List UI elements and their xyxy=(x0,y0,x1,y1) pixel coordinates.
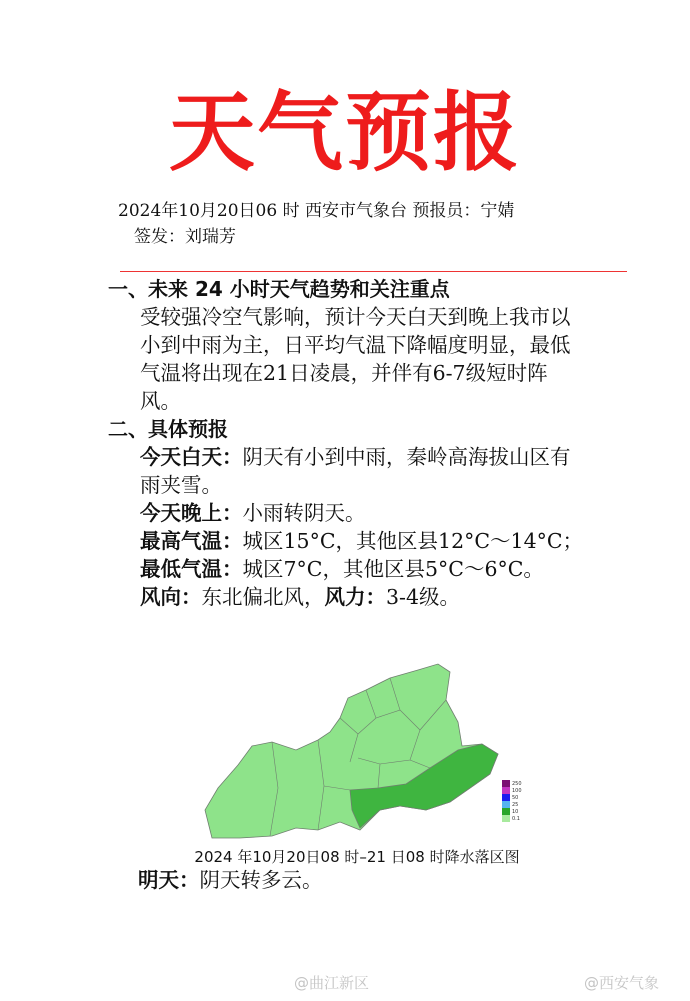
legend-swatch-100 xyxy=(502,787,510,794)
legend-swatch-0-1 xyxy=(502,815,510,822)
max-temp-label: 最高气温： xyxy=(140,529,243,553)
map-region-light xyxy=(205,664,498,838)
legend-swatch-50 xyxy=(502,794,510,801)
tomorrow-label: 明天： xyxy=(138,868,200,892)
issue-info: 2024年10月20日06 时 西安市气象台 预报员：宁婧 xyxy=(118,201,515,221)
legend-swatch-250 xyxy=(502,780,510,787)
section1-paragraph: 受较强冷空气影响，预计今天白天到晚上我市以小到中雨为主，日平均气温下降幅度明显，最低气温将出现在21日凌晨，并伴有6-7级短时阵风。 xyxy=(140,305,571,413)
legend-label-10: 10 xyxy=(512,809,519,815)
wind-forecast xyxy=(108,583,588,611)
map-caption: 2024 年10月20日08 时–21 日08 时降水落区图 xyxy=(194,848,520,866)
temperature-forecast xyxy=(108,527,588,583)
forecast-body xyxy=(108,275,588,611)
wind-dir-text: 东北偏北风， xyxy=(201,585,325,609)
tomorrow-forecast xyxy=(138,866,323,894)
page-title: 天气预报 xyxy=(169,83,521,183)
watermark-right: @西安气象 xyxy=(584,974,660,992)
min-temp-text: 城区7°C，其他区县5°C～6°C。 xyxy=(242,557,544,581)
wind-force-label: 风力： xyxy=(324,585,386,609)
wind-force-text: 3-4级。 xyxy=(386,585,461,609)
legend-label-250: 250 xyxy=(512,781,522,787)
today-night-text: 小雨转阴天。 xyxy=(242,501,366,525)
today-night-label: 今天晚上： xyxy=(140,501,243,525)
today-night-forecast xyxy=(108,499,588,527)
legend-swatch-10 xyxy=(502,808,510,815)
min-temp-label: 最低气温： xyxy=(140,557,243,581)
tomorrow-text: 阴天转多云。 xyxy=(199,868,323,892)
issuer-info: 签发：刘瑞芳 xyxy=(134,227,236,247)
today-day-forecast xyxy=(108,443,588,499)
section2-heading: 二、具体预报 xyxy=(108,417,228,441)
wind-dir-label: 风向： xyxy=(140,585,202,609)
section1-heading: 一、未来 24 小时天气趋势和关注重点 xyxy=(108,277,450,301)
precipitation-map xyxy=(200,660,530,840)
legend-label-0-1: 0.1 xyxy=(512,816,520,822)
today-day-text: 阴天有小到中雨，秦岭高海拔山区有雨夹雪。 xyxy=(140,445,571,497)
legend-label-25: 25 xyxy=(512,802,519,808)
legend-label-100: 100 xyxy=(512,788,522,794)
title-divider xyxy=(120,271,627,272)
legend-swatch-25 xyxy=(502,801,510,808)
today-day-label: 今天白天： xyxy=(140,445,243,469)
watermark-left: @曲江新区 xyxy=(294,974,370,992)
max-temp-text: 城区15°C，其他区县12°C～14°C； xyxy=(242,529,584,553)
legend-label-50: 50 xyxy=(512,795,519,801)
map-legend xyxy=(502,780,522,822)
